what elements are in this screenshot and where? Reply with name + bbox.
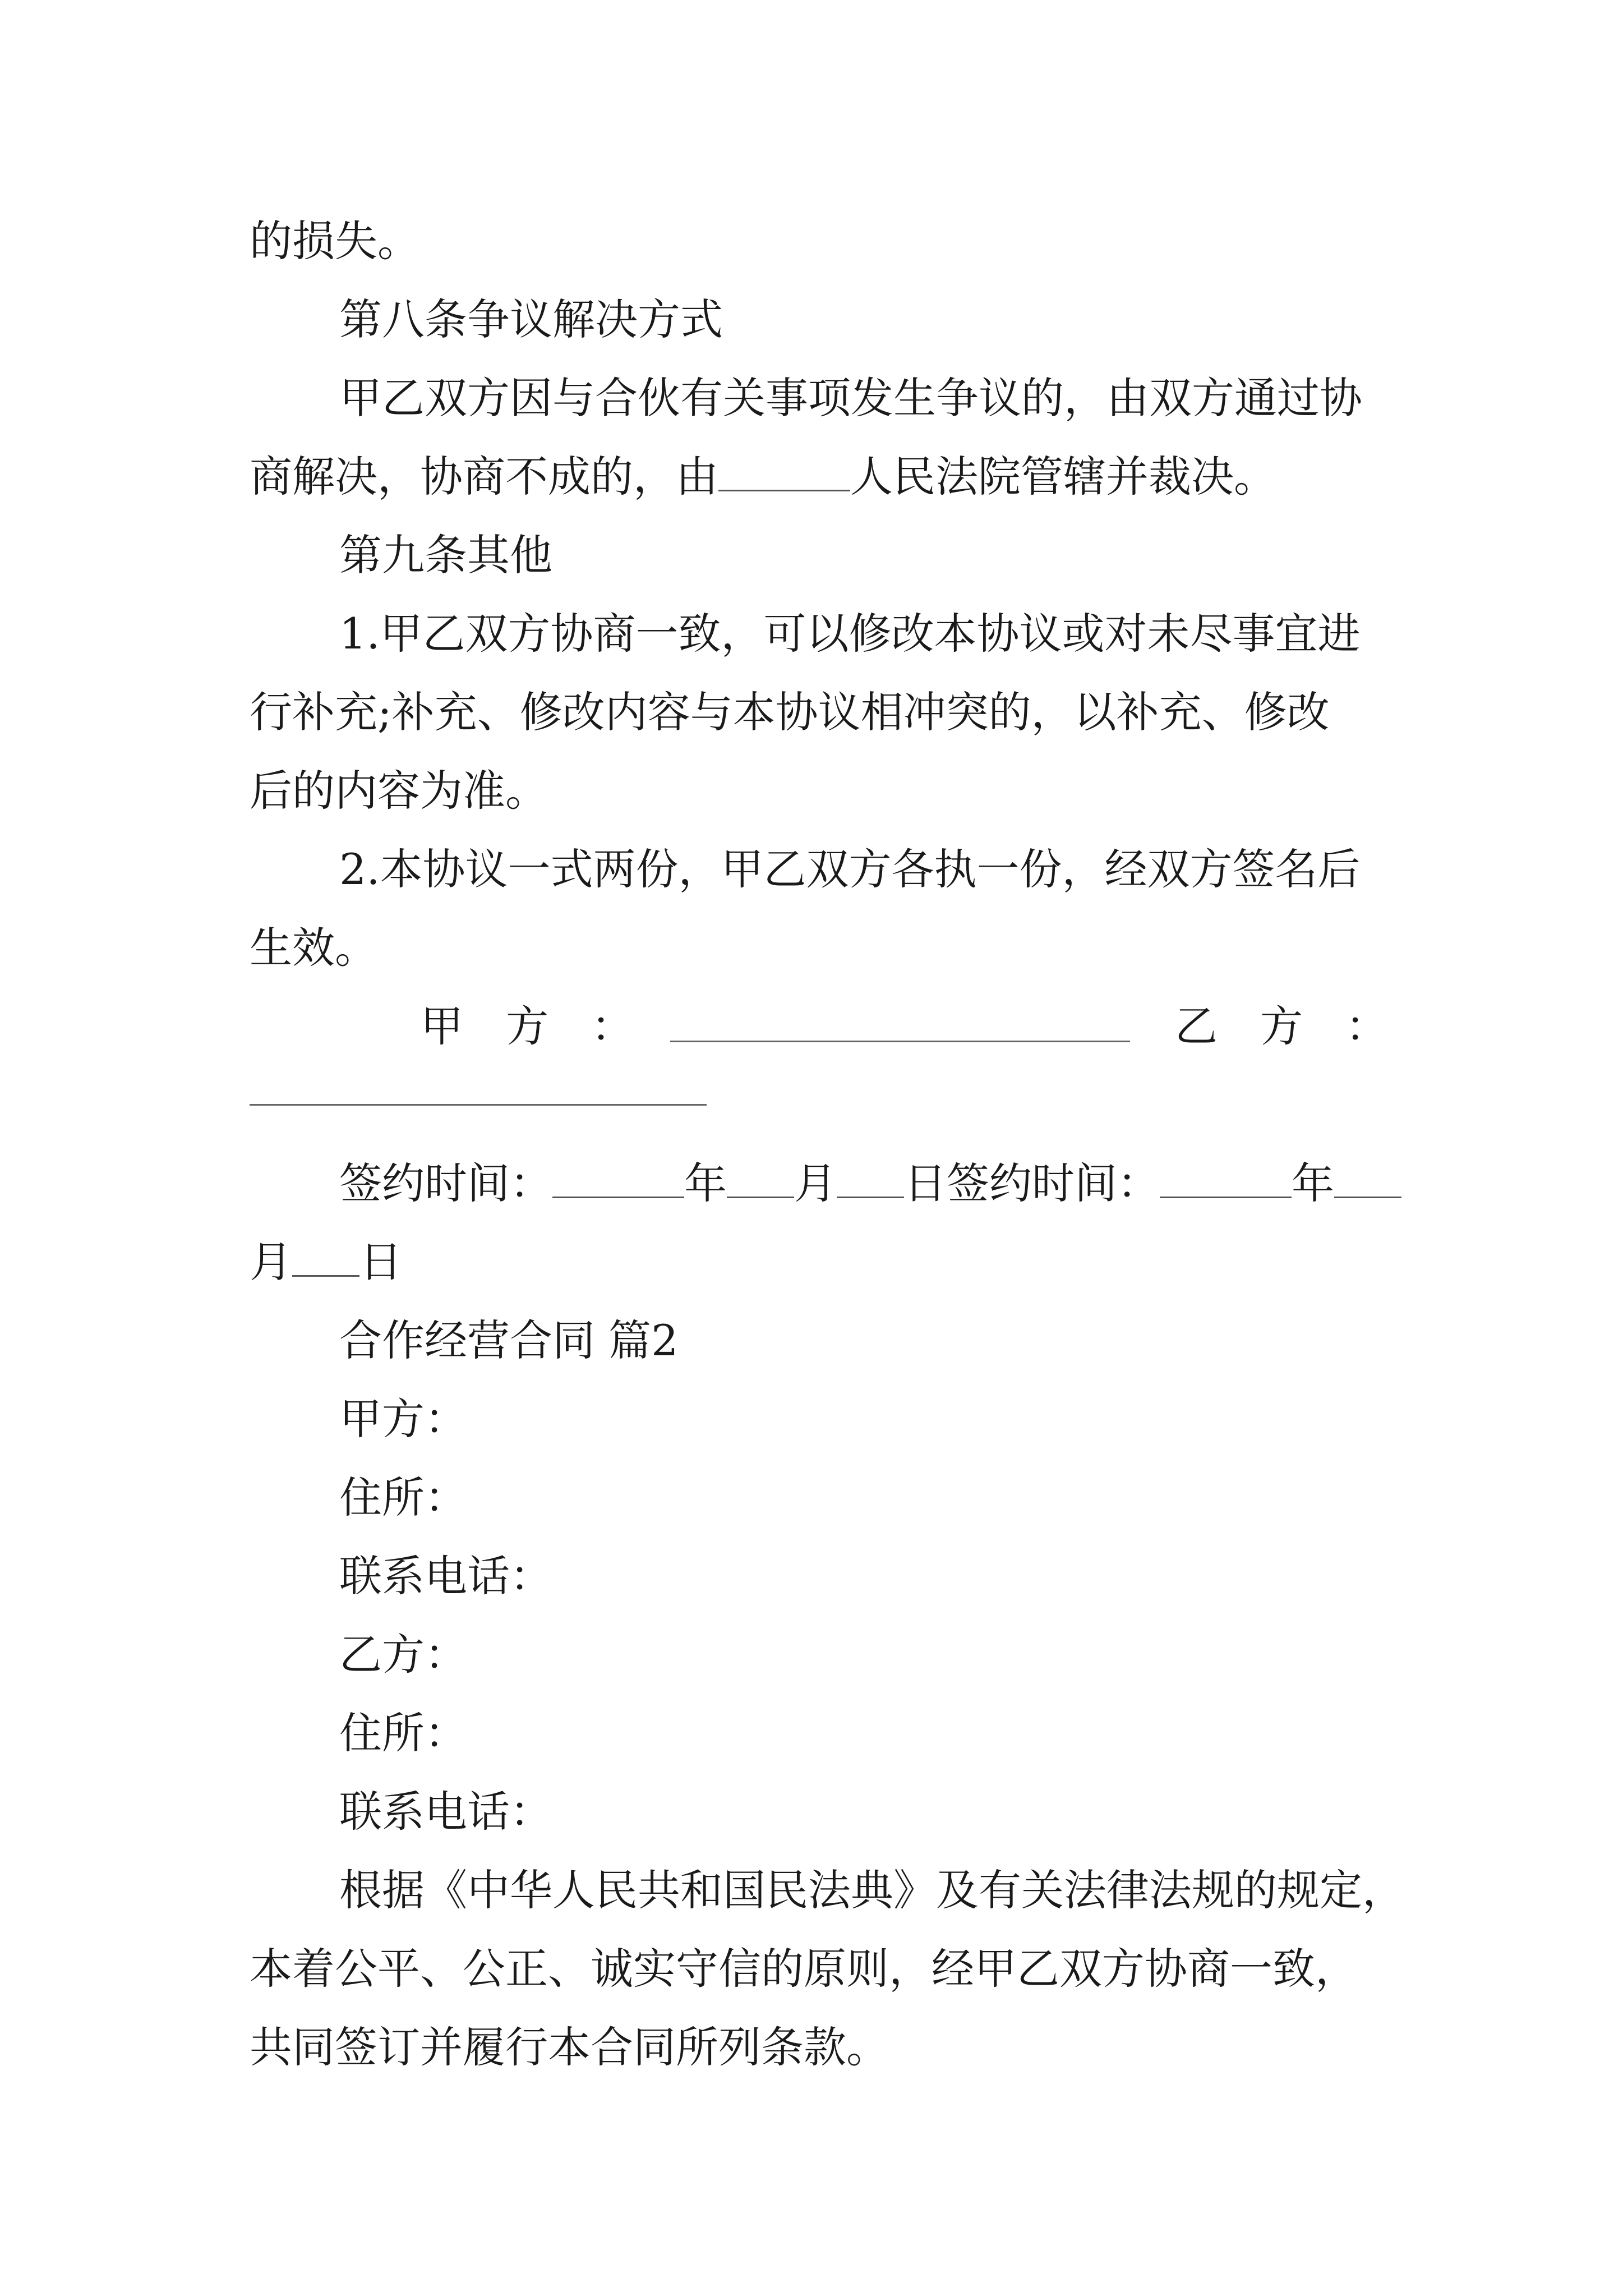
- party-a-phone-label: 联系电话：: [339, 1551, 552, 1601]
- day-blank: [837, 1161, 904, 1198]
- party-a-address-label: 住所：: [339, 1473, 467, 1522]
- article-8-heading: 第八条争议解决方式: [339, 295, 723, 344]
- party-a-signature-line: [670, 1041, 1130, 1042]
- date-label: 签约时间：: [339, 1158, 552, 1208]
- month-label: 月: [794, 1158, 837, 1208]
- party-b-label: 乙方：: [339, 1630, 467, 1680]
- text-line: 行补充;补充、修改内容与本协议相冲突的，以补充、修改: [250, 687, 1330, 737]
- text-line: 的损失。: [250, 216, 420, 266]
- day-blank: [292, 1239, 359, 1277]
- month-label: 月: [250, 1237, 292, 1287]
- text-fragment: 人民法院管辖并裁决。: [850, 452, 1276, 501]
- text-line: 生效。: [250, 923, 377, 973]
- year-blank: [1160, 1161, 1292, 1198]
- text-line: 共同签订并履行本合同所列条款。: [250, 2022, 889, 2072]
- month-blank: [1334, 1161, 1401, 1198]
- text-line: 2.本协议一式两份，甲乙双方各执一份，经双方签名后: [339, 844, 1361, 894]
- text-line: 甲乙双方因与合伙有关事项发生争议的，由双方通过协: [339, 373, 1362, 423]
- party-a-label: 甲方：: [339, 1394, 467, 1444]
- signing-date-line: [339, 1156, 1401, 1212]
- article-9-heading: 第九条其他: [339, 530, 552, 580]
- party-a-signature-label: 甲 方 ：: [421, 1001, 634, 1051]
- text-line: [250, 449, 1276, 505]
- text-fragment: 商解决，协商不成的，由: [250, 452, 718, 501]
- text-line: 1.甲乙双方协商一致，可以修改本协议或对未尽事宜进: [339, 609, 1361, 659]
- party-b-phone-label: 联系电话：: [339, 1787, 552, 1837]
- contract-2-title: 合作经营合同 篇2: [339, 1315, 679, 1365]
- party-b-address-label: 住所：: [339, 1708, 467, 1758]
- year-blank: [552, 1161, 684, 1198]
- court-blank: [718, 454, 850, 491]
- text-line: 本着公平、公正、诚实守信的原则，经甲乙双方协商一致，: [250, 1944, 1358, 1994]
- month-blank: [727, 1161, 794, 1198]
- year-label: 年: [1292, 1158, 1334, 1208]
- text-line: 后的内容为准。: [250, 766, 548, 816]
- party-b-signature-line: [250, 1104, 707, 1106]
- signing-date-line-cont: [250, 1234, 402, 1290]
- text-line: 根据《中华人民共和国民法典》及有关法律法规的规定，: [339, 1865, 1405, 1915]
- day-label: 日: [359, 1237, 402, 1287]
- party-b-signature-label: 乙 方 ：: [1175, 1001, 1388, 1051]
- date-label: 日签约时间：: [904, 1158, 1160, 1208]
- year-label: 年: [684, 1158, 727, 1208]
